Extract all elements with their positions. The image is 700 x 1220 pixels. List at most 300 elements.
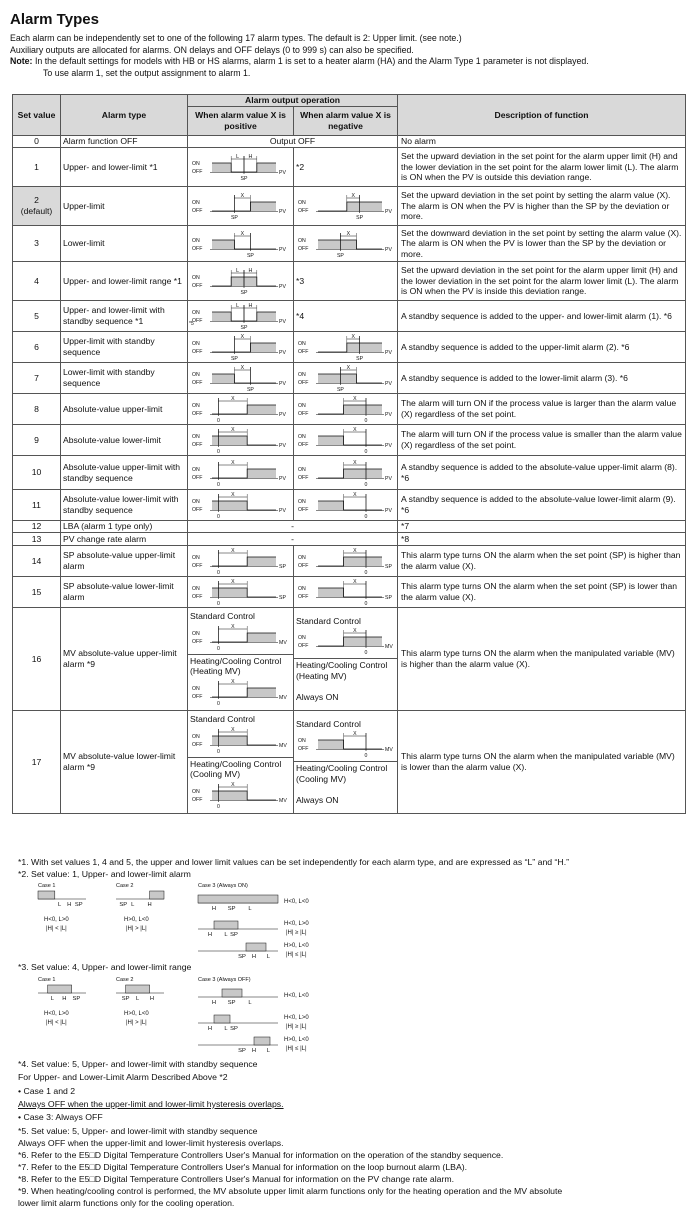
set-value-cell xyxy=(13,332,61,363)
table-row xyxy=(13,332,686,363)
reference-label: 0 xyxy=(364,418,368,424)
description-cell: A standby sequence is added to the lower-limit alarm (3). *6 xyxy=(398,363,686,394)
reference-label: 0 xyxy=(364,601,368,607)
standard-control-label: Standard Control xyxy=(296,718,361,729)
description-cell: The alarm will turn ON if the process value is larger than the alarm value (X) regardless of the set point. xyxy=(398,394,686,425)
off-label: OFF xyxy=(298,411,309,417)
off-label: OFF xyxy=(298,380,309,386)
case-condition: H<0, L>0 xyxy=(44,1011,69,1017)
case-tick: L xyxy=(248,906,252,912)
case-condition: |H| ≥ |L| xyxy=(286,930,307,936)
set-value: 12 xyxy=(31,521,42,532)
case-condition: H<0, L<0 xyxy=(284,993,309,999)
positive-diagram-cell xyxy=(188,425,294,456)
on-label: ON xyxy=(298,403,306,409)
reference-label: SP xyxy=(336,252,344,259)
off-label: OFF xyxy=(192,283,203,289)
set-value: 9 xyxy=(34,434,39,445)
alarm-type-cell: Upper- and lower-limit range *1 xyxy=(61,262,188,301)
on-label: ON xyxy=(298,555,306,561)
alarm-waveform-diagram xyxy=(296,425,394,455)
axis-label: PV xyxy=(279,381,286,387)
case-condition: H>0, L<0 xyxy=(284,943,309,949)
alarm-waveform-diagram xyxy=(296,729,394,759)
n3_cases-case-diagrams xyxy=(30,975,350,1057)
description-cell: No alarm xyxy=(398,136,686,148)
off-label: OFF xyxy=(298,594,309,600)
case-condition: |H| < |L| xyxy=(46,1020,67,1026)
set-value-cell xyxy=(13,394,61,425)
axis-label: SP xyxy=(279,595,286,601)
deviation-label: X xyxy=(353,548,357,554)
set-value-cell xyxy=(13,262,61,301)
description-cell: Set the upward deviation in the set point by setting the alarm value (X). The alarm is ON when the PV is higher than the SP by the deviation or more. xyxy=(398,187,686,226)
reference-label: SP xyxy=(240,176,248,182)
off-label: OFF xyxy=(192,380,203,386)
reference-label: SP xyxy=(230,356,238,362)
alarm-waveform-diagram xyxy=(296,626,394,656)
negative-diagram-cell xyxy=(294,546,398,577)
off-label: OFF xyxy=(192,411,203,417)
case-tick: H xyxy=(251,954,257,960)
case-condition: H>0, L<0 xyxy=(124,1011,149,1017)
set-value-cell xyxy=(13,546,61,577)
table-row xyxy=(13,577,686,608)
set-value-cell xyxy=(13,456,61,490)
axis-label: PV xyxy=(279,412,286,418)
case-condition: H<0, L>0 xyxy=(284,921,309,927)
on-label: ON xyxy=(298,466,306,473)
axis-label: MV xyxy=(385,747,393,754)
on-label: ON xyxy=(298,635,306,642)
case-tick: L xyxy=(50,996,55,1002)
set-value: 0 xyxy=(34,136,39,147)
negative-diagram-cell xyxy=(294,490,398,521)
footnote-8: *8. Refer to the E5□D Digital Temperature Controllers User's Manual for information on the PV change rate alarm. xyxy=(18,1174,455,1184)
set-value: 16 xyxy=(31,653,42,664)
reference-label: SP xyxy=(240,325,248,331)
alarm-waveform-diagram xyxy=(296,363,394,393)
on-label: ON xyxy=(192,200,200,206)
axis-label: PV xyxy=(279,350,286,356)
note-line-2: To use alarm 1, set the output assignment to alarm 1. xyxy=(43,67,251,78)
off-label: OFF xyxy=(192,507,203,513)
description-cell: This alarm type turns ON the alarm when the set point (SP) is lower than the alarm value (X). xyxy=(398,577,686,608)
off-label: OFF xyxy=(298,643,309,650)
case-on-region xyxy=(198,895,278,903)
header-description: Description of function xyxy=(398,95,686,136)
reference-label: 0 xyxy=(364,570,368,576)
footnote-5: *5. Set value: 5, Upper- and lower-limit with standby sequence xyxy=(18,1126,258,1136)
footnote-7: *7. Refer to the E5□D Digital Temperature Controllers User's Manual for information on the loop burnout alarm (LBA). xyxy=(18,1162,468,1172)
on-label: ON xyxy=(192,630,200,637)
alarm-type-cell: Lower-limit xyxy=(61,226,188,262)
footnote-ref: *2 xyxy=(296,161,305,172)
alarm-waveform-diagram xyxy=(190,152,288,182)
on-label: ON xyxy=(298,738,306,745)
positive-diagram-cell xyxy=(188,148,294,187)
reference-label: 0 xyxy=(364,650,368,657)
intro xyxy=(10,33,690,79)
set-value-cell xyxy=(13,363,61,394)
deviation-label: X xyxy=(240,230,245,237)
off-label: OFF xyxy=(192,474,203,481)
alarm-waveform-diagram xyxy=(296,458,394,488)
on-label: ON xyxy=(298,499,306,505)
reference-label: 0 xyxy=(364,753,368,760)
on-label: ON xyxy=(192,434,200,440)
table-row xyxy=(13,136,686,148)
reference-label: 0 xyxy=(216,481,220,488)
case-condition: H>0, L<0 xyxy=(124,917,149,923)
table-row xyxy=(13,456,686,490)
off-label: OFF xyxy=(298,563,309,569)
case-on-region xyxy=(222,989,242,997)
description-cell: A standby sequence is added to the upper-limit alarm (2). *6 xyxy=(398,332,686,363)
axis-label: SP xyxy=(385,564,392,570)
table-row xyxy=(13,226,686,262)
on-label: ON xyxy=(192,403,200,409)
case-label: Case 2 xyxy=(116,977,134,983)
off-label: OFF xyxy=(298,474,309,481)
alarm-waveform-diagram xyxy=(190,425,288,455)
off-label: OFF xyxy=(192,594,203,600)
alarm-type-cell: MV absolute-value upper-limit alarm *9 xyxy=(61,608,188,711)
description-cell: *7 xyxy=(398,521,686,533)
reference-label: 0 xyxy=(216,514,220,520)
on-region xyxy=(318,436,344,445)
set-value: 11 xyxy=(32,499,41,510)
case-tick: SP xyxy=(121,996,130,1002)
mv-pos-cell xyxy=(188,711,294,814)
axis-label: PV xyxy=(385,246,392,253)
axis-label: PV xyxy=(385,508,392,514)
axis-label: PV xyxy=(279,319,286,325)
set-value-cell xyxy=(13,711,61,814)
mv-neg-cell xyxy=(294,711,398,814)
always-on-label: Always ON xyxy=(296,794,339,805)
heating-cooling-label: Heating/Cooling Control (Heating MV) xyxy=(190,655,282,677)
off-label: OFF xyxy=(192,318,203,324)
on-label: ON xyxy=(192,310,200,316)
set-value-cell xyxy=(13,301,61,332)
on-region xyxy=(344,557,382,566)
alarm-waveform-diagram xyxy=(296,332,394,362)
on-region xyxy=(347,202,382,211)
reference-label: SP xyxy=(230,215,238,221)
deviation-label: L xyxy=(236,154,240,160)
positive-diagram-cell xyxy=(188,456,294,490)
axis-label: MV xyxy=(279,639,287,646)
alarm-type-cell: PV change rate alarm xyxy=(61,533,188,546)
axis-label: PV xyxy=(279,475,286,482)
footnote-ref: *4 xyxy=(296,310,305,321)
off-label: OFF xyxy=(192,693,203,700)
case-condition: |H| ≤ |L| xyxy=(286,952,307,958)
alarm-type-cell: SP absolute-value upper-limit alarm xyxy=(61,546,188,577)
case-condition: |H| ≤ |L| xyxy=(286,1046,307,1052)
on-label: ON xyxy=(298,586,306,592)
on-label: ON xyxy=(192,685,200,692)
reference-label: 0 xyxy=(216,570,220,576)
table-row xyxy=(13,363,686,394)
description-cell: This alarm type turns ON the alarm when the manipulated variable (MV) is higher than the alarm value (X). xyxy=(398,608,686,711)
alarm-waveform-diagram xyxy=(190,332,288,362)
on-region xyxy=(247,405,276,414)
off-label: OFF xyxy=(298,507,309,513)
table-row xyxy=(13,546,686,577)
case-tick: H xyxy=(149,996,155,1002)
alarm-type-cell: LBA (alarm 1 type only) xyxy=(61,521,188,533)
footnote-ref: *3 xyxy=(296,275,305,286)
case-tick: SP xyxy=(227,1000,236,1006)
axis-label: SP xyxy=(279,564,286,570)
case-tick: H xyxy=(147,902,152,908)
on-region xyxy=(212,791,247,800)
footnote-6: *6. Refer to the E5□D Digital Temperature Controllers User's Manual for information on the operation of the standby sequence. xyxy=(18,1150,504,1160)
deviation-label: X xyxy=(231,396,235,402)
footnote-4a: For Upper- and Lower-Limit Alarm Described Above *2 xyxy=(18,1072,228,1082)
off-label: OFF xyxy=(298,746,309,753)
deviation-label: H xyxy=(248,154,253,160)
table-row xyxy=(13,187,686,226)
positive-diagram-cell xyxy=(188,301,294,332)
on-region xyxy=(344,405,382,414)
axis-label: PV xyxy=(279,209,286,215)
alarm-waveform-diagram xyxy=(190,780,288,810)
axis-label: MV xyxy=(279,797,287,804)
positive-diagram-cell xyxy=(188,394,294,425)
on-region xyxy=(212,501,247,510)
on-region xyxy=(247,557,276,566)
alarm-waveform-diagram xyxy=(296,546,394,576)
deviation-label: X xyxy=(353,396,357,402)
deviation-label: X xyxy=(240,334,245,340)
on-region xyxy=(212,736,247,745)
set-value: 3 xyxy=(34,238,39,249)
description-cell: The alarm will turn ON if the process value is smaller than the alarm value (X) regardless of the set point. xyxy=(398,425,686,456)
case-tick: SP xyxy=(74,902,83,908)
description-cell: Set the downward deviation in the set point by setting the alarm value (X). The alarm is ON when the PV is lower than the SP by the deviation or more. xyxy=(398,226,686,262)
alarm-type-cell: Upper- and lower-limit *1 xyxy=(61,148,188,187)
reference-label: 0 xyxy=(216,748,220,755)
axis-label: PV xyxy=(385,381,392,387)
footnote-4d: • Case 3: Always OFF xyxy=(18,1112,103,1122)
positive-diagram-cell xyxy=(188,226,294,262)
case-tick: H xyxy=(207,1026,213,1032)
heating-cooling-label: Heating/Cooling Control (Heating MV) xyxy=(296,660,388,681)
deviation-label: X xyxy=(231,623,235,630)
footnote-9b: lower limit alarm functions only for the cooling operation. xyxy=(18,1198,235,1208)
intro-line-2: Auxiliary outputs are allocated for alarms. ON delays and OFF delays (0 to 999 s) can also be specified. xyxy=(10,44,414,55)
on-label: ON xyxy=(192,161,200,167)
on-region xyxy=(212,163,231,172)
deviation-label: X xyxy=(351,334,355,340)
table-row xyxy=(13,262,686,301)
case-label: Case 1 xyxy=(38,883,56,889)
alarm-waveform-diagram xyxy=(190,490,288,520)
axis-label: PV xyxy=(279,284,286,290)
case-tick: L xyxy=(266,1048,271,1054)
alarm-type-cell: Lower-limit with standby sequence xyxy=(61,363,188,394)
case-tick: SP xyxy=(238,1048,246,1054)
deviation-label: X xyxy=(351,193,355,199)
deviation-label: X xyxy=(353,427,357,433)
set-value-cell xyxy=(13,226,61,262)
axis-label: PV xyxy=(279,443,286,449)
table-row xyxy=(13,394,686,425)
axis-label: MV xyxy=(279,694,287,701)
deviation-label: X xyxy=(231,492,235,498)
set-value-cell xyxy=(13,608,61,711)
case-tick: L xyxy=(248,1000,252,1006)
alarm-waveform-diagram xyxy=(190,458,288,488)
case-tick: L xyxy=(131,902,135,908)
footnote-3: *3. Set value: 4, Upper- and lower-limit range xyxy=(18,962,192,972)
n2_cases-case-diagrams xyxy=(30,881,350,963)
case-on-region xyxy=(246,943,266,951)
negative-diagram-cell xyxy=(294,456,398,490)
deviation-label: X xyxy=(353,459,357,466)
case-label: Case 1 xyxy=(38,977,56,983)
alarm-waveform-diagram xyxy=(296,191,394,221)
case-condition: |H| > |L| xyxy=(126,1020,147,1026)
positive-diagram-cell xyxy=(188,363,294,394)
alarm-type-cell: Absolute-value upper-limit xyxy=(61,394,188,425)
footnote-marker: *5 xyxy=(189,321,194,327)
axis-label: SP xyxy=(385,595,392,601)
alarm-waveform-diagram xyxy=(296,490,394,520)
on-region xyxy=(250,343,276,352)
off-label: OFF xyxy=(192,442,203,448)
case-condition: H>0, L<0 xyxy=(284,1037,309,1043)
alarm-type-cell: SP absolute-value lower-limit alarm xyxy=(61,577,188,608)
axis-label: PV xyxy=(279,246,286,253)
case-condition: |H| > |L| xyxy=(126,926,147,932)
case-on-region xyxy=(126,985,150,993)
header-operation: Alarm output operation xyxy=(188,95,398,107)
alarm-type-cell: Alarm function OFF xyxy=(61,136,188,148)
alarm-waveform-diagram xyxy=(296,394,394,424)
off-label: OFF xyxy=(298,349,309,355)
on-region xyxy=(318,501,344,510)
negative-diagram-cell xyxy=(294,425,398,456)
alarm-waveform-diagram xyxy=(190,229,288,259)
set-value: 13 xyxy=(31,533,42,544)
on-region xyxy=(257,163,276,172)
on-label: ON xyxy=(298,434,306,440)
on-region xyxy=(250,202,276,211)
set-value-cell xyxy=(13,187,61,226)
footnote-9: *9. When heating/cooling control is performed, the MV absolute upper limit alarm functions only for the heating operation and the MV absolute xyxy=(18,1186,563,1196)
set-value-cell xyxy=(13,577,61,608)
footnote-4c: Always OFF when the upper-limit and lower-limit hysteresis overlaps. xyxy=(18,1099,284,1109)
positive-diagram-cell xyxy=(188,262,294,301)
set-value: 5 xyxy=(34,310,39,321)
case-tick: L xyxy=(135,996,140,1002)
alarm-type-cell: Upper-limit xyxy=(61,187,188,226)
on-label: ON xyxy=(192,788,200,795)
reference-label: SP xyxy=(246,252,254,259)
reference-label: SP xyxy=(240,290,248,296)
deviation-label: X xyxy=(231,678,235,685)
reference-label: 0 xyxy=(216,601,220,607)
on-label: ON xyxy=(192,237,200,244)
case-label: Case 3 (Always OFF) xyxy=(198,977,251,983)
table-row xyxy=(13,301,686,332)
table-row xyxy=(13,490,686,521)
axis-label: MV xyxy=(279,742,287,749)
on-label: ON xyxy=(192,733,200,740)
deviation-label: X xyxy=(346,365,351,371)
standard-control-label: Standard Control xyxy=(296,615,361,626)
case-tick: H xyxy=(211,1000,217,1006)
on-region xyxy=(247,469,276,478)
case-on-region xyxy=(254,1037,270,1045)
alarm-waveform-diagram xyxy=(296,229,394,259)
heating-cooling-label: Heating/Cooling Control (Cooling MV) xyxy=(190,758,282,780)
deviation-label: X xyxy=(240,193,245,199)
description-cell: This alarm type turns ON the alarm when the set point (SP) is higher than the alarm value (X). xyxy=(398,546,686,577)
deviation-label: X xyxy=(353,492,357,498)
deviation-label: X xyxy=(231,781,235,788)
axis-label: PV xyxy=(385,443,392,449)
reference-label: 0 xyxy=(364,481,368,488)
on-region xyxy=(212,312,231,321)
description-cell: This alarm type turns ON the alarm when the manipulated variable (MV) is lower than the alarm value (X). xyxy=(398,711,686,814)
header-negative: When alarm value X is negative xyxy=(294,107,398,136)
case-label: Case 2 xyxy=(116,883,134,889)
default-label: (default) xyxy=(20,206,53,216)
case-tick: H xyxy=(211,906,217,912)
alarm-waveform-diagram xyxy=(296,577,394,607)
axis-label: PV xyxy=(279,508,286,514)
alarm-type-cell: Absolute-value upper-limit with standby sequence xyxy=(61,456,188,490)
positive-diagram-cell xyxy=(188,490,294,521)
axis-label: MV xyxy=(385,644,393,651)
alarm-waveform-diagram xyxy=(190,577,288,607)
off-label: OFF xyxy=(192,169,203,175)
alarm-waveform-diagram xyxy=(190,363,288,393)
alarm-type-cell: Upper-limit with standby sequence xyxy=(61,332,188,363)
description-cell: A standby sequence is added to the absolute-value upper-limit alarm (8). *6 xyxy=(398,456,686,490)
deviation-label: X xyxy=(231,579,235,585)
case-tick: H xyxy=(207,932,213,938)
deviation-label: X xyxy=(353,731,357,738)
alarm-type-cell: MV absolute-value lower-limit alarm *9 xyxy=(61,711,188,814)
page-title: Alarm Types xyxy=(10,11,99,28)
on-label: ON xyxy=(298,237,306,244)
case-tick: H xyxy=(62,996,67,1002)
set-value-cell xyxy=(13,148,61,187)
always-on-label: Always ON xyxy=(296,691,339,702)
on-label: ON xyxy=(192,341,200,347)
set-value-cell xyxy=(13,490,61,521)
table-row xyxy=(13,711,686,814)
description-cell: *8 xyxy=(398,533,686,546)
set-value: 6 xyxy=(34,341,39,352)
set-value: 17 xyxy=(31,756,42,767)
negative-diagram-cell xyxy=(294,262,398,301)
off-label: OFF xyxy=(298,442,309,448)
on-region xyxy=(212,374,234,383)
description-cell: A standby sequence is added to the absolute-value lower-limit alarm (9). *6 xyxy=(398,490,686,521)
off-label: OFF xyxy=(192,245,203,252)
positive-diagram-cell xyxy=(188,577,294,608)
on-region xyxy=(318,374,356,383)
case-tick: L xyxy=(224,1026,228,1032)
negative-diagram-cell xyxy=(294,226,398,262)
